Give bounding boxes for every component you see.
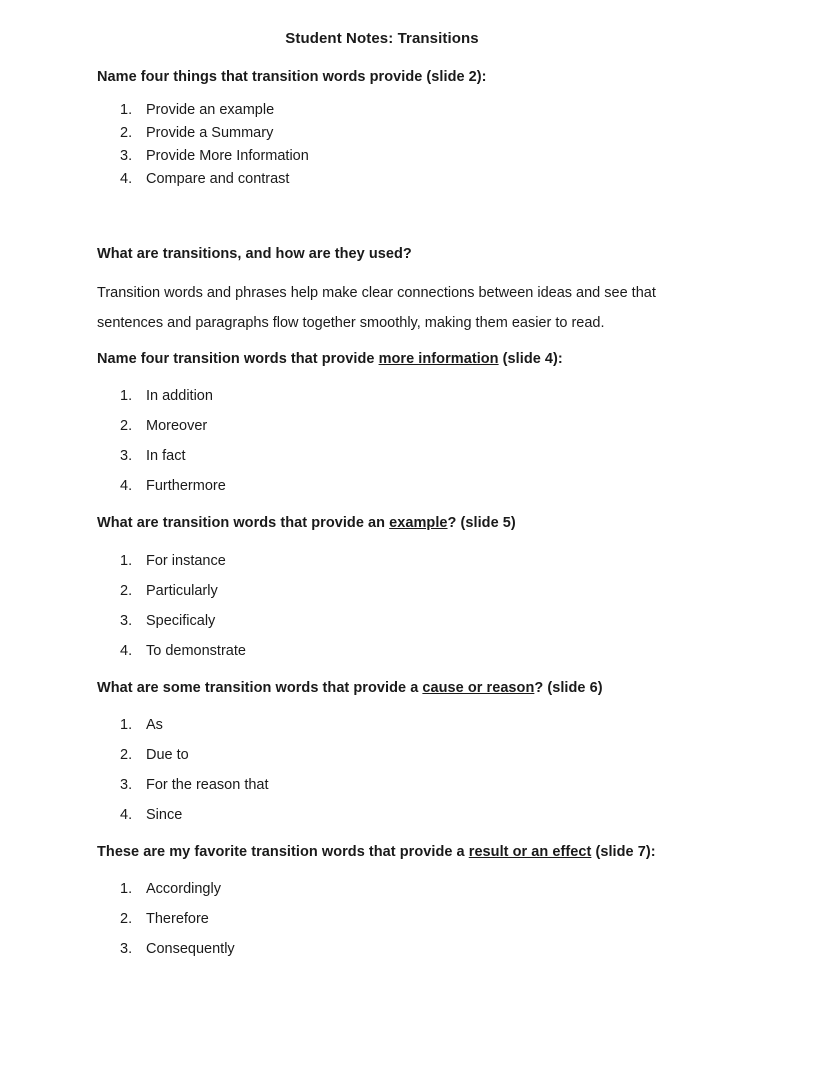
- heading-suffix: (slide 7):: [591, 843, 656, 860]
- list-item: [97, 576, 697, 606]
- heading-suffix: (slide 4):: [498, 350, 563, 367]
- list-item: [97, 99, 697, 122]
- list-item: [97, 411, 697, 441]
- notes-list-things-transition-words-provide: [97, 99, 697, 191]
- page-title: Student Notes: Transitions: [285, 30, 479, 47]
- list-item-label: In fact: [146, 448, 186, 465]
- spacer: [97, 697, 697, 710]
- spacer: [97, 830, 697, 844]
- heading-text: What are some transition words that provide a: [97, 679, 423, 696]
- list-item-number: 3.: [120, 941, 133, 958]
- list-item-label: Provide More Information: [146, 148, 309, 165]
- notes-list-example: [97, 546, 697, 666]
- heading-text: What are transitions, and how are they used?: [97, 246, 412, 263]
- list-item: [97, 800, 697, 830]
- heading-text: What are transition words that provide an: [97, 515, 390, 532]
- heading-text: Name four things that transition words provide (slide 2):: [97, 69, 487, 85]
- spacer: [97, 264, 697, 278]
- list-item-label: Consequently: [146, 941, 235, 958]
- heading-emphasis: more information: [378, 350, 499, 367]
- list-item: [97, 710, 697, 740]
- section-heading-what-are-transitions: [97, 246, 697, 263]
- list-item-number: 4.: [120, 642, 133, 659]
- spacer: [97, 368, 697, 381]
- list-item-number: 1.: [120, 716, 133, 733]
- list-item-label: For the reason that: [146, 776, 269, 793]
- section-heading-cause-or-reason: [97, 680, 697, 697]
- list-item: [97, 145, 697, 168]
- heading-emphasis: result or an effect: [468, 843, 592, 860]
- list-item-label: To demonstrate: [146, 642, 246, 659]
- list-item-label: Provide a Summary: [146, 125, 274, 142]
- document-content: [97, 30, 697, 964]
- list-item-label: Moreover: [146, 418, 208, 435]
- list-item-number: 3.: [120, 612, 133, 629]
- list-item-number: 2.: [120, 746, 133, 763]
- list-item-number: 2.: [120, 418, 133, 435]
- heading-text: Name four transition words that provide: [97, 350, 379, 367]
- list-item: [97, 636, 697, 666]
- list-item-label: Provide an example: [146, 102, 275, 119]
- list-item-number: 4.: [120, 478, 133, 495]
- list-item-number: 3.: [120, 148, 133, 165]
- list-item: [97, 606, 697, 636]
- list-item-label: Accordingly: [146, 881, 221, 898]
- list-item-label: Due to: [146, 746, 189, 763]
- list-item-label: For instance: [146, 552, 226, 569]
- list-item: [97, 381, 697, 411]
- heading-emphasis: cause or reason: [422, 679, 535, 696]
- notes-list-more-information: [97, 381, 697, 501]
- section-heading-things-transition-words-provide: [97, 69, 697, 86]
- list-item-number: 2.: [120, 911, 133, 928]
- list-item: [97, 441, 697, 471]
- list-item-number: 1.: [120, 388, 133, 405]
- list-item-number: 2.: [120, 582, 133, 599]
- list-item-label: Since: [146, 806, 183, 823]
- list-item: [97, 740, 697, 770]
- list-item-number: 1.: [120, 102, 133, 119]
- heading-emphasis: example: [389, 515, 448, 532]
- spacer: [97, 86, 697, 99]
- list-item-number: 4.: [120, 806, 133, 823]
- list-item-number: 1.: [120, 881, 133, 898]
- spacer: [97, 501, 697, 515]
- list-item-label: Compare and contrast: [146, 171, 290, 188]
- list-item-label: Particularly: [146, 582, 218, 599]
- list-item: [97, 168, 697, 191]
- section-heading-result-or-effect: [97, 844, 697, 861]
- spacer: [97, 533, 697, 546]
- list-item-number: 4.: [120, 171, 133, 188]
- heading-suffix: ? (slide 5): [447, 515, 516, 532]
- section-heading-more-information: [97, 351, 697, 368]
- heading-text: These are my favorite transition words that provide a: [97, 843, 469, 860]
- list-item: [97, 904, 697, 934]
- section-heading-example: [97, 515, 697, 532]
- notes-list-result-or-effect: [97, 874, 697, 964]
- body-paragraph: Transition words and phrases help make clear connections between ideas and see that sentences and paragraphs flow together smoothly, making them easier to read.: [97, 284, 656, 331]
- spacer: [97, 666, 697, 680]
- list-item-number: 2.: [120, 125, 133, 142]
- list-item-label: In addition: [146, 388, 213, 405]
- notes-list-cause-or-reason: [97, 710, 697, 830]
- list-item-number: 1.: [120, 552, 133, 569]
- list-item-label: Specificaly: [146, 612, 216, 629]
- list-item-number: 3.: [120, 448, 133, 465]
- spacer: [97, 861, 697, 874]
- heading-suffix: ? (slide 6): [534, 679, 603, 696]
- spacer: [97, 338, 697, 351]
- list-item: [97, 546, 697, 576]
- list-item: [97, 874, 697, 904]
- list-item-label: As: [146, 716, 163, 733]
- list-item-label: Furthermore: [146, 478, 226, 495]
- list-item: [97, 770, 697, 800]
- list-item: [97, 471, 697, 501]
- list-item: [97, 122, 697, 145]
- list-item: [97, 934, 697, 964]
- spacer: [97, 191, 697, 246]
- list-item-number: 3.: [120, 776, 133, 793]
- list-item-label: Therefore: [146, 911, 209, 928]
